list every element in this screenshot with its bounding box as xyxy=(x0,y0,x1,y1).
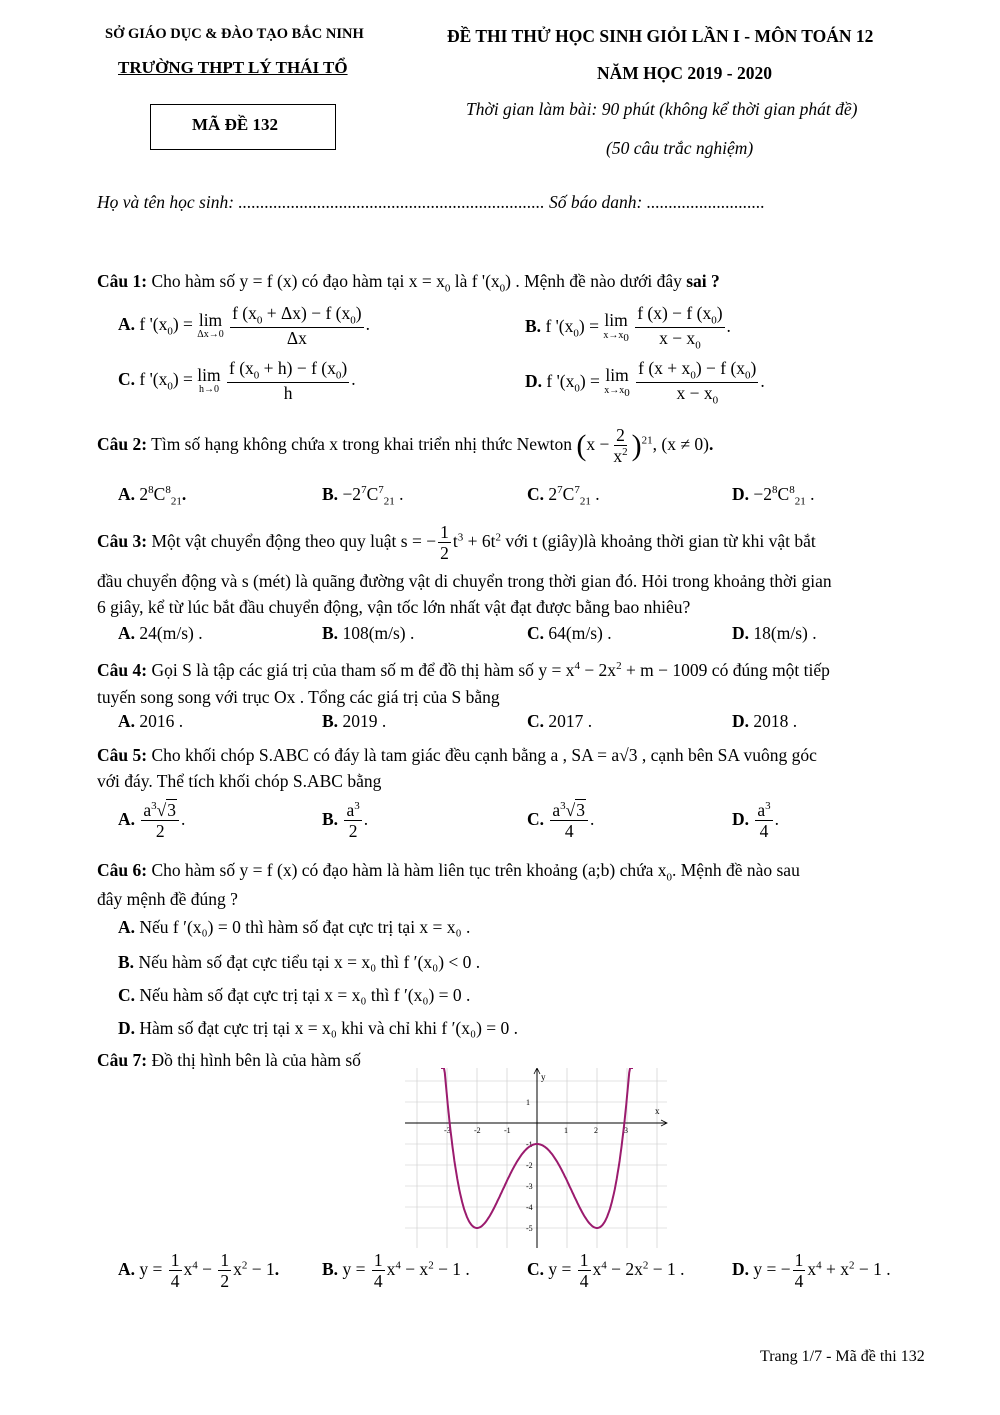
q1-emphasis: sai ? xyxy=(686,271,720,291)
q3-option-a: A. 24(m/s) . xyxy=(118,623,203,643)
question-2: Câu 2: Tìm số hạng không chứa x trong khai triển nhị thức Newton (x − $\frac{2}{x^2}$ )$^{21}$, (x ≠ 0). xyxy=(97,425,714,467)
q2-option-a: A. $2^8C^8_{21}$. xyxy=(118,484,187,508)
exam-time: Thời gian làm bài: 90 phút (không kể thời gian phát đề) xyxy=(466,99,858,119)
q6-line-2: đây mệnh đề đúng ? xyxy=(97,889,238,909)
q2-text: Tìm số hạng không chứa x trong khai triển nhị thức Newton xyxy=(151,434,573,455)
q4-line-2: tuyến song song với trục Ox . Tổng các giá trị của S bằng xyxy=(97,687,500,707)
y-tick-label: -3 xyxy=(526,1182,533,1191)
q3-line-3: 6 giây, kể từ lúc bắt đầu chuyển động, vận tốc lớn nhất vật đạt được bằng bao nhiêu? xyxy=(97,597,691,617)
q4-option-c: C. 2017 . xyxy=(527,711,593,731)
question-3: Câu 3: Một vật chuyển động theo quy luật s = − $\frac{1}{2}$ $t^3 + 6t^2$ với t (giây)là khoảng thời gian từ khi vật bắt xyxy=(97,522,816,564)
x-tick-label: -2 xyxy=(474,1126,481,1135)
q3-option-d: D. 18(m/s) . xyxy=(732,623,817,643)
q6-option-b: B. Nếu hàm số đạt cực tiểu tại x = x₀ thì f ′(x₀) < 0 . xyxy=(118,952,481,972)
x-tick-label: -1 xyxy=(504,1126,511,1135)
q5-option-b: B. $\frac{a^3}{2}$ . xyxy=(322,800,369,842)
question-7: Câu 7: Đồ thị hình bên là của hàm số xyxy=(97,1050,361,1070)
q7-option-c: C. y = $\frac{1}{4}$ $x^4 - 2x^2 - 1$ . xyxy=(527,1250,685,1292)
q5-option-c: C. $\frac{a^3√3}{4}$ . xyxy=(527,800,595,842)
y-tick-label: -1 xyxy=(526,1140,533,1149)
q1-option-c: C. f '$(x_0)$ = lim h→0 $\frac{f (x_0 + h) - f (x_0)}{h}$ . xyxy=(118,358,356,404)
q5-line-2: với đáy. Thể tích khối chóp S.ABC bằng xyxy=(97,771,382,791)
q2-option-b: B. $-2^7C^7_{21}$ . xyxy=(322,484,404,508)
y-tick-label: -2 xyxy=(526,1161,533,1170)
q7-option-d: D. y = − $\frac{1}{4}$ $x^4 + x^2 - 1$ . xyxy=(732,1250,891,1292)
q4-option-b: B. 2019 . xyxy=(322,711,387,731)
function-graph xyxy=(405,1068,670,1248)
exam-title: ĐỀ THI THỬ HỌC SINH GIỎI LẦN I - MÔN TOÁN 12 xyxy=(447,26,874,46)
q1-option-d: D. f '$(x_0)$ = lim $x\to x_0$ $\frac{f (x + x_0) - f (x_0)}{x - x_0}$ . xyxy=(525,358,765,407)
q4-option-a: A. 2016 . xyxy=(118,711,184,731)
dept-name: SỞ GIÁO DỤC & ĐÀO TẠO BẮC NINH xyxy=(105,26,364,42)
q5-option-d: D. $\frac{a^3}{4}$ . xyxy=(732,800,780,842)
y-tick-label: -5 xyxy=(526,1224,533,1233)
question-5: Câu 5: Cho khối chóp S.ABC có đáy là tam giác đều cạnh bằng a , SA = a√3 , cạnh bên SA vuông góc xyxy=(97,745,817,765)
y-tick-label: -4 xyxy=(526,1203,533,1212)
q2-option-c: C. $2^7C^7_{21}$ . xyxy=(527,484,600,508)
q7-option-b: B. y = $\frac{1}{4}$ $x^4 - x^2 - 1$ . xyxy=(322,1250,470,1292)
x-axis-label: x xyxy=(655,1106,660,1116)
q5-option-a: A. $\frac{a^3√3}{2}$ . xyxy=(118,800,186,842)
student-info-line: Họ và tên học sinh: ...................................................................... Số báo danh: ........................... xyxy=(97,192,765,212)
question-4: Câu 4: Gọi S là tập các giá trị của tham số m để đồ thị hàm số $y = x^4 - 2x^2 + m - 1009$ có đúng một tiếp xyxy=(97,660,830,680)
x-tick-label: 1 xyxy=(564,1126,568,1135)
x-tick-label: -3 xyxy=(444,1126,451,1135)
q3-option-c: C. 64(m/s) . xyxy=(527,623,612,643)
question-6: Câu 6: Cho hàm số y = f (x) có đạo hàm là hàm liên tục trên khoảng (a;b) chứa $x_0$. Mệnh đề nào sau xyxy=(97,860,800,884)
page-footer: Trang 1/7 - Mã đề thi 132 xyxy=(760,1348,925,1365)
q1-option-b: B. f '$(x_0)$ = lim $x\to x_0$ $\frac{f (x) - f (x_0)}{x - x_0}$ . xyxy=(525,303,731,352)
q6-option-d: D. Hàm số đạt cực trị tại x = x₀ khi và chỉ khi f ′(x₀) = 0 . xyxy=(118,1018,519,1038)
y-axis-label: y xyxy=(541,1072,546,1082)
x-tick-label: 3 xyxy=(624,1126,628,1135)
q1-option-a: A. f '$(x_0)$ = lim Δx→0 $\frac{f (x_0 + \Delta x) - f (x_0)}{\Delta x}$ . xyxy=(118,303,370,349)
question-1: Câu 1: Cho hàm số y = f (x) có đạo hàm tại $x = x_0$ là f '$(x_0)$ . Mệnh đề nào dưới đây sai ? xyxy=(97,271,720,295)
school-name: TRƯỜNG THPT LÝ THÁI TỔ xyxy=(118,58,348,77)
x-tick-label: 2 xyxy=(594,1126,598,1135)
exam-code: MÃ ĐỀ 132 xyxy=(192,115,278,134)
q2-option-d: D. $-2^8C^8_{21}$ . xyxy=(732,484,815,508)
q1-text: Cho hàm số y = f (x) có đạo hàm tại x = x xyxy=(151,271,445,291)
q6-option-c: C. Nếu hàm số đạt cực trị tại x = x₀ thì f ′(x₀) = 0 . xyxy=(118,985,471,1005)
q6-option-a: A. Nếu f ′(x₀) = 0 thì hàm số đạt cực trị tại x = x₀ . xyxy=(118,917,471,937)
q4-option-d: D. 2018 . xyxy=(732,711,798,731)
exam-year: NĂM HỌC 2019 - 2020 xyxy=(597,63,772,83)
q1-label: Câu 1: xyxy=(97,271,148,291)
q7-option-a: A. y = $\frac{1}{4}$ $x^4$ − $\frac{1}{2}$ $x^2 - 1$. xyxy=(118,1250,280,1292)
q3-line-2: đầu chuyển động và s (mét) là quãng đường vật di chuyển trong thời gian đó. Hỏi trong khoảng thời gian xyxy=(97,571,832,591)
q3-option-b: B. 108(m/s) . xyxy=(322,623,415,643)
y-tick-label: 1 xyxy=(526,1098,530,1107)
question-count: (50 câu trắc nghiệm) xyxy=(606,138,754,158)
